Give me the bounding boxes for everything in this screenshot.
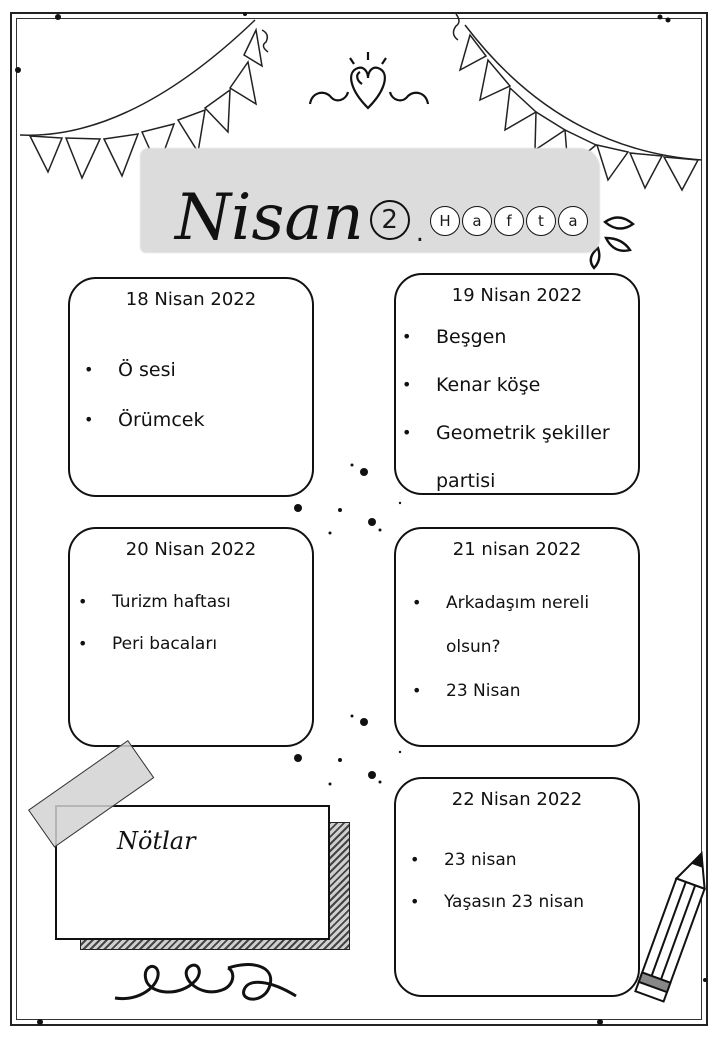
- day-card-21-nisan: [394, 527, 640, 747]
- day-card-list: [402, 313, 610, 505]
- list-item: • Turizm haftası: [78, 581, 231, 623]
- day-card-19-nisan: [394, 273, 640, 495]
- day-card-date: 22 Nisan 2022: [451, 789, 583, 810]
- day-card-date: 20 Nisan 2022: [125, 539, 257, 560]
- day-card-date: 21 nisan 2022: [452, 539, 582, 560]
- day-card-20-nisan: [68, 527, 314, 747]
- list-item: • Ö sesi: [84, 345, 204, 395]
- list-item-continuation: olsun?: [446, 637, 501, 657]
- bullet-icon: •: [402, 423, 412, 442]
- bullet-icon: •: [412, 681, 422, 700]
- title-week-word: [430, 206, 588, 236]
- pencil-illustration: [635, 848, 715, 1001]
- title-letter: a: [462, 206, 492, 236]
- day-card-22-nisan: [394, 777, 640, 997]
- day-card-list: [410, 839, 584, 923]
- list-item: • Kenar köşe: [402, 361, 610, 409]
- list-item: • 23 nisan: [410, 839, 584, 881]
- title-month: Nisan: [175, 181, 364, 255]
- day-card-list: [78, 581, 231, 665]
- week-number-badge: 2: [370, 200, 410, 240]
- title-letter: H: [430, 206, 460, 236]
- title-letter: a: [558, 206, 588, 236]
- title-letter: f: [494, 206, 524, 236]
- bullet-icon: •: [84, 360, 94, 379]
- list-item: • 23 Nisan: [412, 669, 589, 713]
- bullet-icon: •: [78, 634, 88, 653]
- list-item: • Beşgen: [402, 313, 610, 361]
- bullet-icon: •: [84, 410, 94, 429]
- list-item: • Geometrik şekiller: [402, 409, 610, 457]
- notes-title: Nötlar: [117, 827, 196, 855]
- day-card-date: 18 Nisan 2022: [125, 289, 257, 310]
- page-title: [175, 160, 588, 255]
- list-item-continuation: partisi: [436, 470, 496, 492]
- bullet-icon: •: [402, 327, 412, 346]
- bullet-icon: •: [402, 375, 412, 394]
- list-item: • Arkadaşım nereli: [412, 581, 589, 625]
- title-letter: t: [526, 206, 556, 236]
- bullet-icon: •: [78, 592, 88, 611]
- list-item: • Örümcek: [84, 395, 204, 445]
- list-item: • Peri bacaları: [78, 623, 231, 665]
- title-separator: .: [415, 218, 424, 248]
- bullet-icon: •: [410, 850, 420, 869]
- day-card-18-nisan: [68, 277, 314, 497]
- bullet-icon: •: [410, 892, 420, 911]
- bottom-swirl-ornament: [115, 965, 296, 1000]
- day-card-date: 19 Nisan 2022: [451, 285, 583, 306]
- day-card-list: [412, 581, 589, 713]
- bullet-icon: •: [412, 593, 422, 612]
- list-item: • Yaşasın 23 nisan: [410, 881, 584, 923]
- notes-card: [55, 805, 330, 940]
- day-card-list: [84, 345, 204, 445]
- heart-ornament: [310, 52, 428, 108]
